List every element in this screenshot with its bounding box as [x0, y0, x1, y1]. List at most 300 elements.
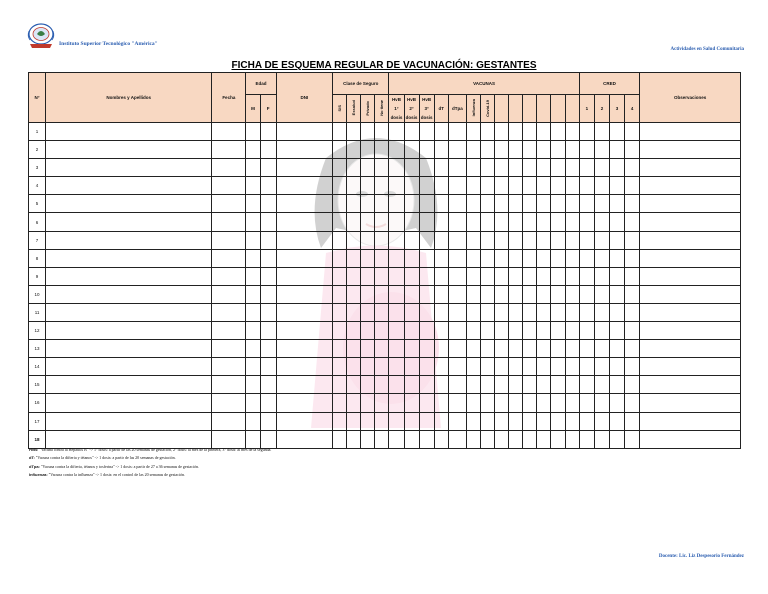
- table-cell[interactable]: [594, 376, 609, 394]
- table-cell[interactable]: [260, 249, 276, 267]
- table-cell[interactable]: [625, 195, 640, 213]
- table-cell[interactable]: [480, 322, 494, 340]
- table-cell[interactable]: [389, 213, 404, 231]
- table-cell[interactable]: [347, 430, 361, 448]
- table-cell[interactable]: [212, 303, 246, 321]
- table-cell[interactable]: [260, 285, 276, 303]
- table-cell[interactable]: [212, 213, 246, 231]
- table-cell[interactable]: [466, 412, 480, 430]
- table-cell[interactable]: [361, 303, 375, 321]
- table-cell[interactable]: [375, 231, 389, 249]
- table-cell[interactable]: [404, 430, 419, 448]
- table-cell[interactable]: [610, 394, 625, 412]
- table-cell[interactable]: [579, 141, 594, 159]
- table-cell[interactable]: [565, 394, 579, 412]
- table-cell[interactable]: [404, 376, 419, 394]
- table-cell[interactable]: [610, 303, 625, 321]
- table-cell[interactable]: [246, 376, 260, 394]
- table-cell[interactable]: [389, 123, 404, 141]
- table-cell[interactable]: [480, 195, 494, 213]
- table-cell[interactable]: [523, 177, 537, 195]
- table-cell[interactable]: [610, 267, 625, 285]
- table-cell[interactable]: [495, 123, 509, 141]
- table-cell[interactable]: [610, 231, 625, 249]
- table-cell[interactable]: [640, 394, 741, 412]
- table-cell[interactable]: [551, 430, 565, 448]
- table-cell[interactable]: [537, 412, 551, 430]
- table-cell[interactable]: [565, 376, 579, 394]
- table-cell[interactable]: [448, 303, 466, 321]
- table-cell[interactable]: [46, 249, 212, 267]
- table-cell[interactable]: [246, 340, 260, 358]
- table-cell[interactable]: [495, 430, 509, 448]
- table-cell[interactable]: [46, 285, 212, 303]
- table-cell[interactable]: [610, 123, 625, 141]
- table-cell[interactable]: [404, 231, 419, 249]
- table-cell[interactable]: [212, 195, 246, 213]
- table-cell[interactable]: [448, 141, 466, 159]
- table-cell[interactable]: [480, 430, 494, 448]
- table-cell[interactable]: [523, 358, 537, 376]
- table-cell[interactable]: [625, 159, 640, 177]
- table-cell[interactable]: [594, 430, 609, 448]
- table-cell[interactable]: [375, 340, 389, 358]
- table-cell[interactable]: [523, 267, 537, 285]
- table-cell[interactable]: [404, 303, 419, 321]
- table-cell[interactable]: [361, 358, 375, 376]
- table-cell[interactable]: [551, 322, 565, 340]
- table-cell[interactable]: [594, 303, 609, 321]
- table-cell[interactable]: [260, 231, 276, 249]
- table-cell[interactable]: [260, 213, 276, 231]
- table-cell[interactable]: [523, 430, 537, 448]
- table-cell[interactable]: [495, 159, 509, 177]
- table-cell[interactable]: [212, 141, 246, 159]
- table-cell[interactable]: [212, 358, 246, 376]
- table-cell[interactable]: [448, 231, 466, 249]
- table-cell[interactable]: [509, 322, 523, 340]
- table-cell[interactable]: [466, 159, 480, 177]
- table-cell[interactable]: [361, 141, 375, 159]
- table-cell[interactable]: [565, 231, 579, 249]
- table-cell[interactable]: [434, 322, 448, 340]
- table-cell[interactable]: [523, 394, 537, 412]
- table-cell[interactable]: [551, 340, 565, 358]
- table-cell[interactable]: [361, 177, 375, 195]
- table-cell[interactable]: [246, 322, 260, 340]
- table-cell[interactable]: [466, 213, 480, 231]
- table-cell[interactable]: [246, 177, 260, 195]
- table-cell[interactable]: [610, 249, 625, 267]
- table-cell[interactable]: [448, 213, 466, 231]
- table-cell[interactable]: [276, 358, 332, 376]
- table-cell[interactable]: [480, 159, 494, 177]
- table-cell[interactable]: [579, 430, 594, 448]
- table-cell[interactable]: [448, 340, 466, 358]
- table-cell[interactable]: [509, 358, 523, 376]
- table-cell[interactable]: [276, 394, 332, 412]
- table-cell[interactable]: [551, 141, 565, 159]
- table-cell[interactable]: [551, 412, 565, 430]
- table-cell[interactable]: [389, 322, 404, 340]
- table-cell[interactable]: [361, 430, 375, 448]
- table-cell[interactable]: [466, 430, 480, 448]
- table-cell[interactable]: [434, 412, 448, 430]
- table-cell[interactable]: [375, 412, 389, 430]
- table-cell[interactable]: [640, 141, 741, 159]
- table-cell[interactable]: [610, 376, 625, 394]
- table-cell[interactable]: [434, 430, 448, 448]
- table-cell[interactable]: [347, 177, 361, 195]
- table-cell[interactable]: [419, 231, 434, 249]
- table-cell[interactable]: [434, 231, 448, 249]
- table-cell[interactable]: [610, 285, 625, 303]
- table-cell[interactable]: [625, 322, 640, 340]
- table-cell[interactable]: [419, 195, 434, 213]
- table-cell[interactable]: [260, 195, 276, 213]
- table-cell[interactable]: [523, 412, 537, 430]
- table-cell[interactable]: [551, 394, 565, 412]
- table-cell[interactable]: [361, 285, 375, 303]
- table-cell[interactable]: [537, 123, 551, 141]
- table-cell[interactable]: [404, 322, 419, 340]
- table-cell[interactable]: [404, 123, 419, 141]
- table-cell[interactable]: [404, 394, 419, 412]
- table-cell[interactable]: [419, 159, 434, 177]
- table-cell[interactable]: [466, 267, 480, 285]
- table-cell[interactable]: [333, 394, 347, 412]
- table-cell[interactable]: [46, 195, 212, 213]
- table-cell[interactable]: [480, 231, 494, 249]
- table-cell[interactable]: [361, 376, 375, 394]
- table-cell[interactable]: [389, 394, 404, 412]
- table-cell[interactable]: [375, 159, 389, 177]
- table-cell[interactable]: [434, 141, 448, 159]
- table-cell[interactable]: [551, 123, 565, 141]
- table-cell[interactable]: [537, 285, 551, 303]
- table-cell[interactable]: [347, 412, 361, 430]
- table-cell[interactable]: [610, 195, 625, 213]
- table-cell[interactable]: [495, 249, 509, 267]
- table-cell[interactable]: [361, 322, 375, 340]
- table-cell[interactable]: [448, 177, 466, 195]
- table-cell[interactable]: [212, 340, 246, 358]
- table-cell[interactable]: [625, 213, 640, 231]
- table-cell[interactable]: [389, 412, 404, 430]
- table-cell[interactable]: [419, 213, 434, 231]
- table-cell[interactable]: [495, 285, 509, 303]
- table-cell[interactable]: [640, 195, 741, 213]
- table-cell[interactable]: [551, 159, 565, 177]
- table-cell[interactable]: [434, 285, 448, 303]
- table-cell[interactable]: [375, 376, 389, 394]
- table-cell[interactable]: [375, 249, 389, 267]
- table-cell[interactable]: [276, 123, 332, 141]
- table-cell[interactable]: [565, 430, 579, 448]
- table-cell[interactable]: [46, 267, 212, 285]
- table-cell[interactable]: [212, 249, 246, 267]
- table-cell[interactable]: [434, 340, 448, 358]
- table-cell[interactable]: [389, 231, 404, 249]
- table-cell[interactable]: [361, 412, 375, 430]
- table-cell[interactable]: [347, 394, 361, 412]
- table-cell[interactable]: [260, 376, 276, 394]
- table-cell[interactable]: [640, 249, 741, 267]
- table-cell[interactable]: [448, 412, 466, 430]
- table-cell[interactable]: [565, 141, 579, 159]
- table-cell[interactable]: [260, 340, 276, 358]
- table-cell[interactable]: [404, 358, 419, 376]
- table-cell[interactable]: [419, 376, 434, 394]
- table-cell[interactable]: [333, 123, 347, 141]
- table-cell[interactable]: [347, 213, 361, 231]
- table-cell[interactable]: [610, 412, 625, 430]
- table-cell[interactable]: [466, 376, 480, 394]
- table-cell[interactable]: [565, 358, 579, 376]
- table-cell[interactable]: [389, 141, 404, 159]
- table-cell[interactable]: [523, 123, 537, 141]
- table-cell[interactable]: [375, 303, 389, 321]
- table-cell[interactable]: [361, 267, 375, 285]
- table-cell[interactable]: [537, 195, 551, 213]
- table-cell[interactable]: [480, 177, 494, 195]
- table-cell[interactable]: [333, 285, 347, 303]
- table-cell[interactable]: [523, 303, 537, 321]
- table-cell[interactable]: [565, 195, 579, 213]
- table-cell[interactable]: [419, 249, 434, 267]
- table-cell[interactable]: [625, 249, 640, 267]
- table-cell[interactable]: [523, 376, 537, 394]
- table-cell[interactable]: [579, 249, 594, 267]
- table-cell[interactable]: [594, 123, 609, 141]
- table-cell[interactable]: [509, 285, 523, 303]
- table-cell[interactable]: [551, 249, 565, 267]
- table-cell[interactable]: [610, 141, 625, 159]
- table-cell[interactable]: [404, 249, 419, 267]
- table-cell[interactable]: [260, 123, 276, 141]
- table-cell[interactable]: [246, 249, 260, 267]
- table-cell[interactable]: [375, 195, 389, 213]
- table-cell[interactable]: [389, 376, 404, 394]
- table-cell[interactable]: [610, 159, 625, 177]
- table-cell[interactable]: [640, 159, 741, 177]
- table-cell[interactable]: [537, 177, 551, 195]
- table-cell[interactable]: [276, 412, 332, 430]
- table-cell[interactable]: [46, 412, 212, 430]
- table-cell[interactable]: [375, 213, 389, 231]
- table-cell[interactable]: [404, 267, 419, 285]
- table-cell[interactable]: [509, 177, 523, 195]
- table-cell[interactable]: [594, 394, 609, 412]
- table-cell[interactable]: [565, 213, 579, 231]
- table-cell[interactable]: [448, 123, 466, 141]
- table-cell[interactable]: [565, 249, 579, 267]
- table-cell[interactable]: [212, 267, 246, 285]
- table-cell[interactable]: [523, 195, 537, 213]
- table-cell[interactable]: [625, 358, 640, 376]
- table-cell[interactable]: [480, 141, 494, 159]
- table-cell[interactable]: [389, 340, 404, 358]
- table-cell[interactable]: [333, 195, 347, 213]
- table-cell[interactable]: [509, 303, 523, 321]
- table-cell[interactable]: [212, 322, 246, 340]
- table-cell[interactable]: [625, 412, 640, 430]
- table-cell[interactable]: [537, 340, 551, 358]
- table-cell[interactable]: [212, 376, 246, 394]
- table-cell[interactable]: [640, 376, 741, 394]
- table-cell[interactable]: [212, 159, 246, 177]
- table-cell[interactable]: [246, 394, 260, 412]
- table-cell[interactable]: [389, 285, 404, 303]
- table-cell[interactable]: [466, 358, 480, 376]
- table-cell[interactable]: [625, 177, 640, 195]
- table-cell[interactable]: [579, 267, 594, 285]
- table-cell[interactable]: [495, 340, 509, 358]
- table-cell[interactable]: [419, 267, 434, 285]
- table-cell[interactable]: [404, 285, 419, 303]
- table-cell[interactable]: [347, 249, 361, 267]
- table-cell[interactable]: [361, 249, 375, 267]
- table-cell[interactable]: [551, 177, 565, 195]
- table-cell[interactable]: [347, 231, 361, 249]
- table-cell[interactable]: [375, 177, 389, 195]
- table-cell[interactable]: [246, 123, 260, 141]
- table-cell[interactable]: [509, 376, 523, 394]
- table-cell[interactable]: [579, 322, 594, 340]
- table-cell[interactable]: [594, 358, 609, 376]
- table-cell[interactable]: [509, 231, 523, 249]
- table-cell[interactable]: [246, 285, 260, 303]
- table-cell[interactable]: [212, 394, 246, 412]
- table-cell[interactable]: [625, 141, 640, 159]
- table-cell[interactable]: [594, 195, 609, 213]
- table-cell[interactable]: [389, 195, 404, 213]
- table-cell[interactable]: [389, 430, 404, 448]
- table-cell[interactable]: [333, 303, 347, 321]
- table-cell[interactable]: [640, 213, 741, 231]
- table-cell[interactable]: [579, 340, 594, 358]
- table-cell[interactable]: [419, 358, 434, 376]
- table-cell[interactable]: [579, 213, 594, 231]
- table-cell[interactable]: [434, 159, 448, 177]
- table-cell[interactable]: [480, 376, 494, 394]
- table-cell[interactable]: [419, 141, 434, 159]
- table-cell[interactable]: [347, 141, 361, 159]
- table-cell[interactable]: [625, 394, 640, 412]
- table-cell[interactable]: [260, 177, 276, 195]
- table-cell[interactable]: [434, 376, 448, 394]
- table-cell[interactable]: [448, 394, 466, 412]
- table-cell[interactable]: [347, 358, 361, 376]
- table-cell[interactable]: [333, 322, 347, 340]
- table-cell[interactable]: [46, 303, 212, 321]
- table-cell[interactable]: [640, 303, 741, 321]
- table-cell[interactable]: [537, 213, 551, 231]
- table-cell[interactable]: [246, 231, 260, 249]
- table-cell[interactable]: [495, 412, 509, 430]
- table-cell[interactable]: [434, 267, 448, 285]
- table-cell[interactable]: [448, 376, 466, 394]
- table-cell[interactable]: [509, 394, 523, 412]
- table-cell[interactable]: [565, 159, 579, 177]
- table-cell[interactable]: [375, 394, 389, 412]
- table-cell[interactable]: [537, 358, 551, 376]
- table-cell[interactable]: [523, 285, 537, 303]
- table-cell[interactable]: [333, 231, 347, 249]
- table-cell[interactable]: [523, 213, 537, 231]
- table-cell[interactable]: [625, 303, 640, 321]
- table-cell[interactable]: [276, 303, 332, 321]
- table-cell[interactable]: [375, 267, 389, 285]
- table-cell[interactable]: [594, 231, 609, 249]
- table-cell[interactable]: [361, 340, 375, 358]
- table-cell[interactable]: [579, 195, 594, 213]
- table-cell[interactable]: [466, 231, 480, 249]
- table-cell[interactable]: [579, 177, 594, 195]
- table-cell[interactable]: [246, 141, 260, 159]
- table-cell[interactable]: [480, 267, 494, 285]
- table-cell[interactable]: [276, 231, 332, 249]
- table-cell[interactable]: [333, 267, 347, 285]
- table-cell[interactable]: [276, 141, 332, 159]
- table-cell[interactable]: [495, 213, 509, 231]
- table-cell[interactable]: [466, 340, 480, 358]
- table-cell[interactable]: [212, 123, 246, 141]
- table-cell[interactable]: [347, 267, 361, 285]
- table-cell[interactable]: [466, 322, 480, 340]
- table-cell[interactable]: [625, 285, 640, 303]
- table-cell[interactable]: [509, 159, 523, 177]
- table-cell[interactable]: [565, 322, 579, 340]
- table-cell[interactable]: [276, 249, 332, 267]
- table-cell[interactable]: [419, 123, 434, 141]
- table-cell[interactable]: [466, 195, 480, 213]
- table-cell[interactable]: [551, 285, 565, 303]
- table-cell[interactable]: [579, 123, 594, 141]
- table-cell[interactable]: [509, 267, 523, 285]
- table-cell[interactable]: [246, 267, 260, 285]
- table-cell[interactable]: [537, 322, 551, 340]
- table-cell[interactable]: [625, 340, 640, 358]
- table-cell[interactable]: [404, 177, 419, 195]
- table-cell[interactable]: [347, 123, 361, 141]
- table-cell[interactable]: [495, 322, 509, 340]
- table-cell[interactable]: [361, 159, 375, 177]
- table-cell[interactable]: [466, 141, 480, 159]
- table-cell[interactable]: [333, 141, 347, 159]
- table-cell[interactable]: [480, 340, 494, 358]
- table-cell[interactable]: [212, 412, 246, 430]
- table-cell[interactable]: [448, 249, 466, 267]
- table-cell[interactable]: [389, 267, 404, 285]
- table-cell[interactable]: [579, 303, 594, 321]
- table-cell[interactable]: [404, 412, 419, 430]
- table-cell[interactable]: [212, 177, 246, 195]
- table-cell[interactable]: [276, 213, 332, 231]
- table-cell[interactable]: [480, 358, 494, 376]
- table-cell[interactable]: [448, 195, 466, 213]
- table-cell[interactable]: [333, 412, 347, 430]
- table-cell[interactable]: [579, 231, 594, 249]
- table-cell[interactable]: [594, 412, 609, 430]
- table-cell[interactable]: [389, 249, 404, 267]
- table-cell[interactable]: [495, 231, 509, 249]
- table-cell[interactable]: [434, 358, 448, 376]
- table-cell[interactable]: [260, 322, 276, 340]
- table-cell[interactable]: [551, 213, 565, 231]
- table-cell[interactable]: [347, 285, 361, 303]
- table-cell[interactable]: [260, 159, 276, 177]
